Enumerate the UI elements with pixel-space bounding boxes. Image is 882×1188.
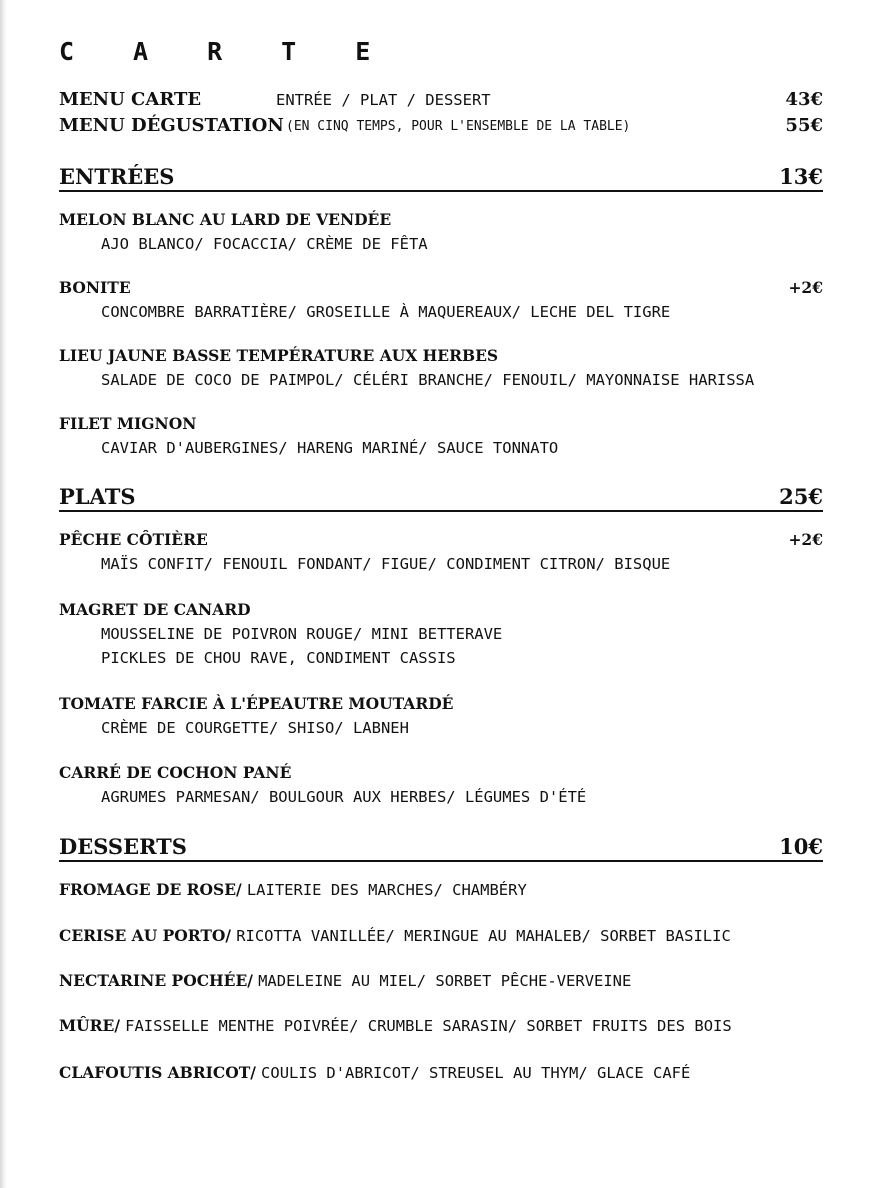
dish-description: MAÏS CONFIT/ FENOUIL FONDANT/ FIGUE/ CONDIMENT CITRON/ BISQUE xyxy=(101,555,671,573)
dish-name: LIEU JAUNE BASSE TEMPÉRATURE AUX HERBES xyxy=(59,346,499,365)
dessert-description: FAISSELLE MENTHE POIVRÉE/ CRUMBLE SARASIN/ SORBET FRUITS DES BOIS xyxy=(125,1017,732,1035)
dish-description: PICKLES DE CHOU RAVE, CONDIMENT CASSIS xyxy=(101,649,456,667)
dish-description: SALADE DE COCO DE PAIMPOL/ CÉLÉRI BRANCHE/ FENOUIL/ MAYONNAISE HARISSA xyxy=(101,371,755,389)
section-price: 10€ xyxy=(779,834,823,859)
dish-name: FILET MIGNON xyxy=(59,414,197,433)
dessert-name: CLAFOUTIS ABRICOT/ xyxy=(59,1063,256,1082)
dish-item xyxy=(59,761,823,809)
dish-item xyxy=(59,528,823,576)
dish-supplement: +2€ xyxy=(788,278,823,297)
dessert-name: MÛRE/ xyxy=(59,1016,121,1035)
dish-name: TOMATE FARCIE À L'ÉPEAUTRE MOUTARDÉ xyxy=(59,694,454,713)
dessert-name: CERISE AU PORTO/ xyxy=(59,926,232,945)
dish-name: MAGRET DE CANARD xyxy=(59,600,251,619)
section-title: ENTRÉES xyxy=(59,164,175,189)
dessert-item xyxy=(59,1061,690,1085)
page-edge-shadow xyxy=(0,0,7,1188)
dish-description: CAVIAR D'AUBERGINES/ HARENG MARINÉ/ SAUCE TONNATO xyxy=(101,439,559,457)
section-price: 25€ xyxy=(779,484,823,509)
section-desserts-header xyxy=(59,834,823,862)
dish-item xyxy=(59,692,823,740)
dessert-name: NECTARINE POCHÉE/ xyxy=(59,971,253,990)
dessert-description: RICOTTA VANILLÉE/ MERINGUE AU MAHALEB/ SORBET BASILIC xyxy=(236,927,731,945)
section-entrees-header xyxy=(59,164,823,192)
dish-name: MELON BLANC AU LARD DE VENDÉE xyxy=(59,210,392,229)
menu-name: MENU DÉGUSTATION xyxy=(59,115,284,136)
dessert-item xyxy=(59,924,731,948)
page-title: CARTE xyxy=(59,37,430,66)
dish-item xyxy=(59,598,823,670)
menu-name: MENU CARTE xyxy=(59,89,202,110)
dish-description: AJO BLANCO/ FOCACCIA/ CRÈME DE FÊTA xyxy=(101,235,428,253)
dish-name: CARRÉ DE COCHON PANÉ xyxy=(59,763,292,782)
dish-item xyxy=(59,412,823,460)
section-plats-header xyxy=(59,484,823,512)
dish-item xyxy=(59,208,823,256)
dessert-item xyxy=(59,969,631,993)
section-title: PLATS xyxy=(59,484,136,509)
dish-item xyxy=(59,344,823,392)
menu-description: (EN CINQ TEMPS, POUR L'ENSEMBLE DE LA TABLE) xyxy=(286,119,631,134)
menu-price: 55€ xyxy=(785,115,823,136)
menu-carte-row xyxy=(59,88,823,112)
dessert-description: MADELEINE AU MIEL/ SORBET PÊCHE-VERVEINE xyxy=(258,972,632,990)
section-price: 13€ xyxy=(779,164,823,189)
dish-supplement: +2€ xyxy=(788,530,823,549)
menu-degustation-row xyxy=(59,114,823,138)
dish-item xyxy=(59,276,823,324)
dessert-description: LAITERIE DES MARCHES/ CHAMBÉRY xyxy=(246,881,527,899)
dessert-name: FROMAGE DE ROSE/ xyxy=(59,880,242,899)
menu-price: 43€ xyxy=(785,89,823,110)
dish-name: BONITE xyxy=(59,278,131,297)
dessert-item xyxy=(59,1014,732,1038)
dessert-item xyxy=(59,878,527,902)
dessert-description: COULIS D'ABRICOT/ STREUSEL AU THYM/ GLACE CAFÉ xyxy=(261,1064,691,1082)
dish-name: PÊCHE CÔTIÈRE xyxy=(59,530,208,549)
dish-description: MOUSSELINE DE POIVRON ROUGE/ MINI BETTERAVE xyxy=(101,625,503,643)
dish-description: AGRUMES PARMESAN/ BOULGOUR AUX HERBES/ LÉGUMES D'ÉTÉ xyxy=(101,788,587,806)
dish-description: CONCOMBRE BARRATIÈRE/ GROSEILLE À MAQUEREAUX/ LECHE DEL TIGRE xyxy=(101,303,671,321)
menu-description: ENTRÉE / PLAT / DESSERT xyxy=(276,91,491,109)
dish-description: CRÈME DE COURGETTE/ SHISO/ LABNEH xyxy=(101,719,409,737)
section-title: DESSERTS xyxy=(59,834,187,859)
